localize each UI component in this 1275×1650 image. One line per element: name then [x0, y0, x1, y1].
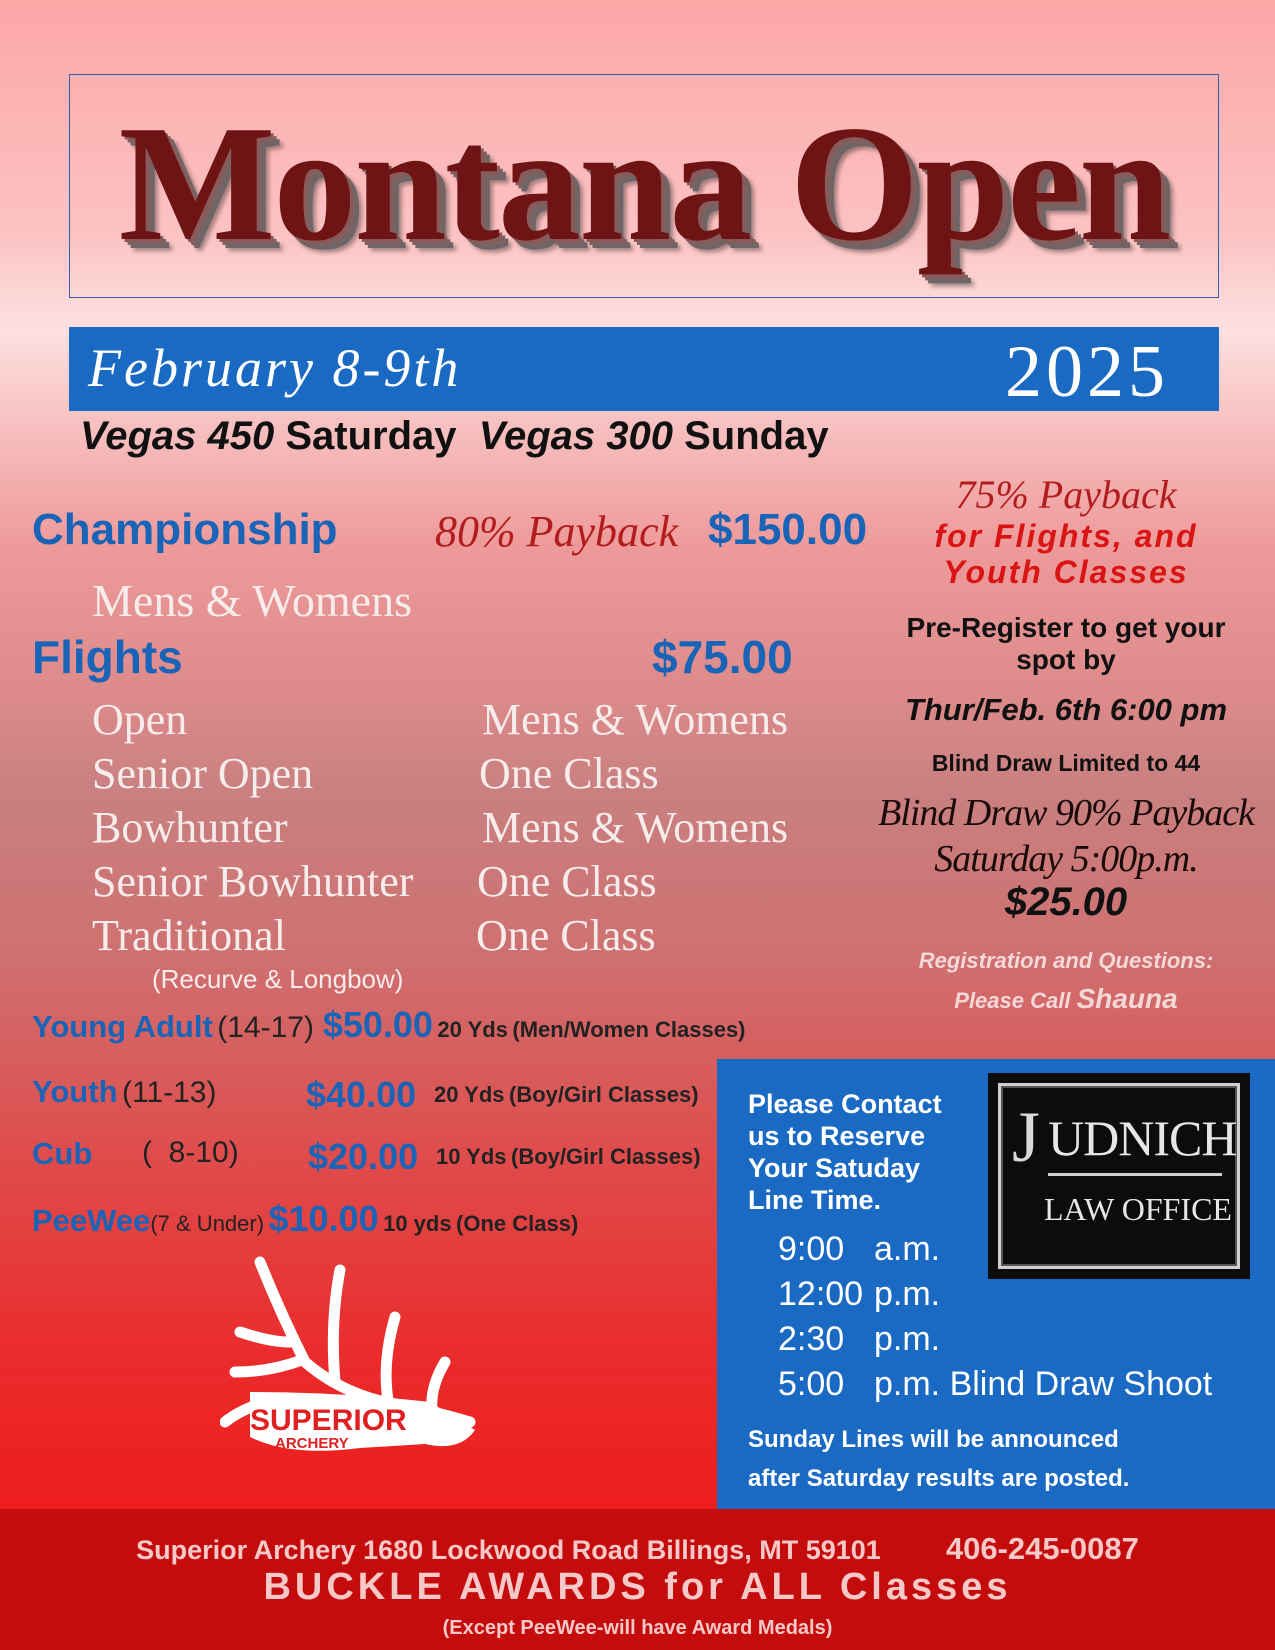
please-call: Please Call — [954, 988, 1071, 1013]
judnich-name: UDNICH — [1048, 1110, 1237, 1166]
sunday-label: Sunday — [684, 414, 829, 458]
championship-price: $150.00 — [708, 505, 868, 554]
line-time-suffix: p.m. Blind Draw Shoot — [874, 1365, 1213, 1403]
line-time: 2:30 — [778, 1320, 845, 1358]
contact-instructions — [748, 1088, 942, 1216]
superior-logo-text: SUPERIOR — [250, 1404, 407, 1437]
class-name-senior-open: Senior Open — [92, 749, 314, 798]
line-time-row — [778, 1275, 940, 1314]
contact-line-4: Line Time. — [748, 1185, 882, 1215]
saturday-event: Vegas 450 — [80, 414, 275, 458]
class-division-traditional: One Class — [476, 911, 656, 960]
youth-row-peewee — [32, 1198, 578, 1240]
line-time: 5:00 — [778, 1365, 845, 1403]
youth-name: Youth — [32, 1074, 118, 1109]
line-time-suffix: p.m. — [874, 1275, 941, 1313]
page-title: Montana Open — [118, 91, 1170, 275]
preregister-line-2: spot by — [1016, 644, 1116, 675]
line-time-row — [778, 1320, 940, 1359]
judnich-subtitle: LAW OFFICE — [1044, 1191, 1232, 1227]
payback-75-for: for Flights, and — [934, 518, 1198, 554]
saturday-label: Saturday — [285, 414, 457, 458]
blind-draw-price: $25.00 — [1004, 880, 1128, 924]
line-time: 12:00 — [778, 1275, 864, 1313]
youth-price: $10.00 — [268, 1198, 379, 1239]
line-time-suffix: a.m. — [874, 1230, 941, 1268]
sunday-note-2: after Saturday results are posted. — [748, 1465, 1130, 1492]
youth-price: $20.00 — [308, 1136, 419, 1177]
footer-address: Superior Archery 1680 Lockwood Road Billings, MT 59101 — [136, 1535, 881, 1565]
sunday-lines-note — [748, 1420, 1129, 1498]
youth-name: PeeWee — [32, 1203, 151, 1238]
contact-line-2: us to Reserve — [748, 1121, 926, 1151]
youth-name: Young Adult — [32, 1009, 213, 1044]
youth-classes: (One Class) — [456, 1211, 579, 1236]
youth-yards: 10 yds — [383, 1211, 452, 1236]
payback-75-detail — [876, 518, 1256, 590]
contact-line-1: Please Contact — [748, 1089, 942, 1119]
judnich-law-office-logo — [988, 1073, 1250, 1279]
preregister-note — [876, 612, 1256, 676]
traditional-note: (Recurve & Longbow) — [152, 964, 404, 994]
preregister-deadline: Thur/Feb. 6th 6:00 pm — [904, 692, 1228, 727]
youth-row-young-adult — [32, 1004, 746, 1046]
sunday-event: Vegas 300 — [478, 414, 673, 458]
event-date: February 8-9th — [88, 338, 462, 398]
footer-address-line — [0, 1531, 1275, 1567]
contact-name: Shauna — [1076, 983, 1178, 1014]
youth-row-cub — [32, 1136, 701, 1177]
class-division-bowhunter: Mens & Womens — [482, 803, 789, 852]
youth-yards: 20 Yds — [434, 1082, 505, 1107]
youth-classes: (Men/Women Classes) — [512, 1017, 746, 1042]
event-year: 2025 — [1005, 331, 1169, 413]
archery-logo-text: ARCHERY — [275, 1435, 349, 1452]
preregister-line-1: Pre-Register to get your — [906, 612, 1226, 643]
class-division-senior-bowhunter: One Class — [477, 857, 657, 906]
registration-questions: Registration and Questions: — [918, 948, 1214, 973]
flights-heading: Flights — [32, 631, 183, 683]
youth-age: (7 & Under) — [150, 1211, 265, 1236]
youth-yards: 10 Yds — [436, 1144, 507, 1169]
youth-age: (11-13) — [121, 1076, 217, 1109]
event-schedule — [80, 414, 829, 459]
youth-name: Cub — [32, 1136, 93, 1171]
line-time: 9:00 — [778, 1230, 845, 1268]
youth-age: ( 8-10) — [142, 1136, 239, 1169]
blind-draw-payback: Blind Draw 90% Payback — [878, 792, 1254, 834]
class-division-open: Mens & Womens — [482, 695, 789, 744]
footer-exception-note: (Except PeeWee-will have Award Medals) — [442, 1617, 833, 1639]
class-division-senior-open: One Class — [479, 749, 659, 798]
championship-divisions: Mens & Womens — [92, 575, 413, 626]
youth-price: $50.00 — [322, 1004, 433, 1045]
youth-classes: (Boy/Girl Classes) — [509, 1082, 699, 1107]
line-time-suffix: p.m. — [874, 1320, 941, 1358]
footer-phone: 406-245-0087 — [945, 1531, 1139, 1566]
youth-row-youth — [32, 1074, 699, 1115]
flights-price: $75.00 — [652, 631, 793, 683]
footer-buckle-awards: BUCKLE AWARDS for ALL Classes — [263, 1566, 1012, 1608]
youth-yards: 20 Yds — [437, 1017, 508, 1042]
class-name-senior-bowhunter: Senior Bowhunter — [92, 857, 414, 906]
superior-archery-logo — [220, 1252, 500, 1462]
championship-payback: 80% Payback — [435, 507, 679, 556]
contact-line-3: Your Satuday — [748, 1153, 921, 1183]
payback-75-heading: 75% Payback — [955, 472, 1177, 517]
judnich-initial: J — [1012, 1097, 1041, 1177]
blind-draw-limit: Blind Draw Limited to 44 — [931, 750, 1201, 776]
class-name-bowhunter: Bowhunter — [92, 803, 288, 852]
payback-75-youth: Youth Classes — [943, 554, 1189, 590]
youth-classes: (Boy/Girl Classes) — [511, 1144, 701, 1169]
sunday-note-1: Sunday Lines will be announced — [748, 1426, 1119, 1453]
youth-age: (14-17) — [217, 1011, 314, 1044]
registration-contact — [876, 942, 1256, 1020]
youth-price: $40.00 — [306, 1074, 417, 1115]
line-time-row — [778, 1365, 1212, 1404]
line-time-row — [778, 1230, 940, 1269]
blind-draw-time: Saturday 5:00p.m. — [934, 838, 1198, 880]
championship-heading: Championship — [32, 505, 338, 554]
blind-draw-info — [876, 790, 1256, 882]
class-name-open: Open — [92, 695, 188, 744]
class-name-traditional: Traditional — [92, 911, 286, 960]
